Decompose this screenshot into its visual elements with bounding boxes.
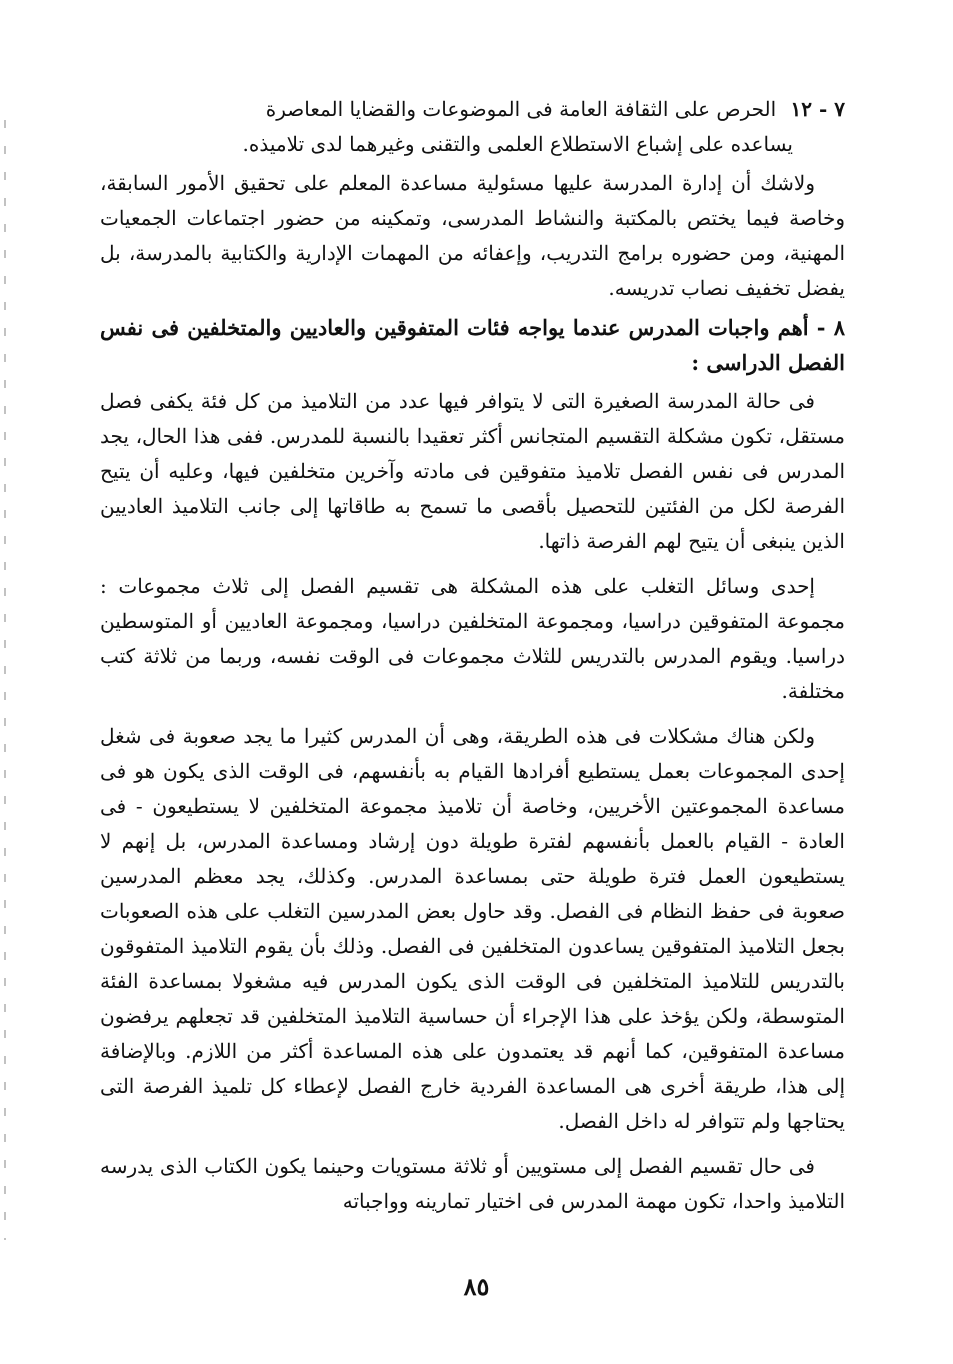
- list-item-number: ٧ - ١٢: [790, 97, 845, 121]
- page-number: ٨٥: [463, 1272, 490, 1301]
- paragraph-school-administration: ولاشك أن إدارة المدرسة عليها مسئولية مساعدة المعلم على تحقيق الأمور السابقة، وخاصة فيما يختص بالمكتبة والنشاط المدرسى، وتمكينه من حضور اجتماعات الجمعيات المهنية، ومن حضوره برامج التدريب، وإعفائه من المهمات الإدارية والكتابية بالمدرسة، بل يفضل تخفيف نصاب تدريسه.: [100, 171, 846, 300]
- list-item-line2: يساعده على إشباع الاستطلاع العلمى والتقنى وغيرهما لدى تلاميذه.: [242, 132, 793, 156]
- list-item-line1: الحرص على الثقافة العامة فى الموضوعات والقضايا المعاصرة: [265, 97, 777, 121]
- paragraph-three-groups: إحدى وسائل التغلب على هذه المشكلة هى تقسيم الفصل إلى ثلاث مجموعات : مجموعة المتفوقين دراسيا، ومجموعة المتخلفين دراسيا، ومجموعة العاديين أو المتوسطين دراسيا. ويقوم المدرس بالتدريس للثلاث مجموعات فى الوقت نفسه، وربما من ثلاثة كتب مختلفة.: [100, 574, 845, 703]
- section-heading-8: ٨ - أهم واجبات المدرس عندما يواجه فئات المتفوقين والعاديين والمتخلفين فى نفس الفصل الدراسى :: [100, 315, 845, 375]
- binding-edge-marks: [4, 120, 6, 1240]
- paragraph-problems: ولكن هناك مشكلات فى هذه الطريقة، وهى أن المدرس كثيرا ما يجد صعوبة فى شغل إحدى المجموعات بعمل يستطيع أفرادها القيام به بأنفسهم، فى الوقت الذى يكون هو فى مساعدة المجموعتين الأخريين، وخاصة أن تلاميذ مجموعة المتخلفين لا يستطيعون - فى العادة - القيام بالعمل بأنفسهم لفترة طويلة دون إرشاد ومساعدة المدرس، بل إنهم لا يستطيعون العمل فترة طويلة حتى بمساعدة المدرس. وكذلك، يجد معظم المدرسين صعوبة فى حفظ النظام فى الفصل. وقد حاول بعض المدرسين التغلب على هذه الصعوبات بجعل التلاميذ المتفوقين يساعدون المتخلفين فى الفصل. وذلك بأن يقوم التلاميذ المتفوقون بالتدريس للتلاميذ المتخلفين فى الوقت الذى يكون المدرس فيه مشغولا بمساعدة الفئة المتوسطة، ولكن يؤخذ على هذا الإجراء أن حساسية التلاميذ المتخلفين قد تجعلهم يرفضون مساعدة المتفوقين، كما أنهم قد يعتمدون على هذه المساعدة أكثر من اللازم. وبالإضافة إلى هذا، طريقة أخرى هى المساعدة الفردية خارج الفصل لإعطاء كل تلميذ الفرصة التى يحتاجها ولم تتوافر له داخل الفصل.: [100, 724, 845, 1133]
- paragraph-small-school: فى حالة المدرسة الصغيرة التى لا يتوافر فيها عدد من التلاميذ من كل فئة يكفى فصل مستقل، تكون مشكلة التقسيم المتجانس أكثر تعقيدا بالنسبة للمدرس. ففى هذا الحال، يجد المدرس فى نفس الفصل تلاميذ متفوقين فى مادته وآخرين متخلفين فيها، وعليه أن يتيح الفرصة لكل من الفئتين للتحصيل بأقصى ما تسمح به طاقاتها إلى جانب التلاميذ العاديين الذين ينبغى أن يتيح لهم الفرصة ذاتها.: [100, 389, 845, 553]
- page-body: [100, 92, 845, 1219]
- paragraph-levels: فى حال تقسيم الفصل إلى مستويين أو ثلاثة مستويات وحينما يكون الكتاب الذى يدرسه التلاميذ واحدا، تكون مهمة المدرس فى اختيار تمارينه وواجباته: [100, 1154, 845, 1213]
- list-item-7-12: [100, 92, 845, 162]
